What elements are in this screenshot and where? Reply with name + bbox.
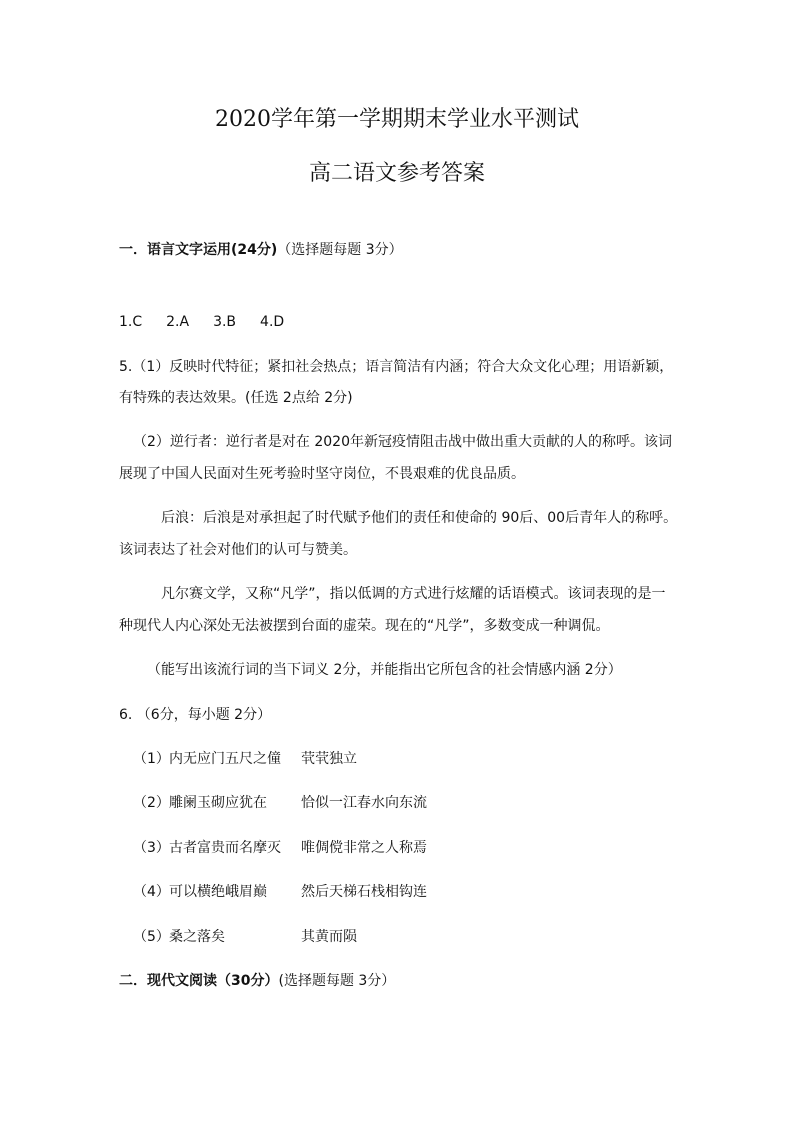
mcq-answer-2: 2.A xyxy=(166,314,190,330)
q6-item-2-first: 雕阑玉砌应犹在 xyxy=(169,795,267,811)
q6-item-4-first: 可以横绝峨眉巅 xyxy=(169,884,267,900)
section2-heading-note: (选择题每题 3分） xyxy=(278,973,396,989)
q6-item-1-number: （1） xyxy=(133,751,170,767)
q5-part4-line2: 种现代人内心深处无法被摆到台面的虚荣。现在的“凡学”，多数变成一种调侃。 xyxy=(119,618,610,634)
mcq-answer-4: 4.D xyxy=(260,314,285,330)
mcq-answer-1: 1.C xyxy=(119,314,143,330)
q6-item-5-first: 桑之落矣 xyxy=(169,929,225,945)
q5-part4-line1: 凡尔赛文学，又称“凡学”，指以低调的方式进行炫耀的话语模式。该词表现的是一 xyxy=(161,586,666,602)
q6-item-4-second: 然后天梯石栈相钩连 xyxy=(301,884,427,900)
q5-scoring-note: （能写出该流行词的当下词义 2分，并能指出它所包含的社会情感内涵 2分） xyxy=(147,662,622,678)
q6-heading: 6. （6分，每小题 2分） xyxy=(119,707,272,723)
q6-item-1-second: 茕茕独立 xyxy=(301,751,357,767)
section1-heading-note: （选择题每题 3分） xyxy=(277,242,403,258)
section1-heading-title: 一．语言文字运用(24分) xyxy=(119,242,278,258)
document-title: 2020学年第一学期期末学业水平测试 xyxy=(215,107,579,132)
section2-heading xyxy=(119,972,395,990)
q6-item-5-number: （5） xyxy=(133,929,170,945)
q5-part2-line2: 展现了中国人民面对生死考验时坚守岗位，不畏艰难的优良品质。 xyxy=(119,466,525,482)
q6-item-1-first: 内无应门五尺之僮 xyxy=(169,751,281,767)
section2-heading-title: 二．现代文阅读（30分） xyxy=(119,973,279,989)
q5-part2-line1: （2）逆行者：逆行者是对在 2020年新冠疫情阻击战中做出重大贡献的人的称呼。该词 xyxy=(133,434,672,450)
q5-part3-line2: 该词表达了社会对他们的认可与赞美。 xyxy=(119,542,357,558)
document-subtitle: 高二语文参考答案 xyxy=(308,161,485,186)
mcq-answer-3: 3.B xyxy=(213,314,237,330)
q6-item-5-second: 其黄而陨 xyxy=(301,929,357,945)
q6-item-4-number: （4） xyxy=(133,884,170,900)
mcq-answers xyxy=(119,313,308,331)
q6-item-3-second: 唯倜傥非常之人称焉 xyxy=(301,840,427,856)
q6-item-3-first: 古者富贵而名摩灭 xyxy=(169,840,281,856)
q5-part3-line1: 后浪：后浪是对承担起了时代赋予他们的责任和使命的 90后、00后青年人的称呼。 xyxy=(161,510,678,526)
q6-item-3-number: （3） xyxy=(133,840,170,856)
q6-item-2-number: （2） xyxy=(133,795,170,811)
q5-part1-line1: 5.（1）反映时代特征；紧扣社会热点；语言简洁有内涵；符合大众文化心理；用语新颖， xyxy=(119,359,674,375)
q5-part1-line2: 有特殊的表达效果。(任选 2点给 2分) xyxy=(119,390,353,406)
section1-heading xyxy=(119,241,403,259)
q6-item-2-second: 恰似一江春水向东流 xyxy=(301,795,427,811)
